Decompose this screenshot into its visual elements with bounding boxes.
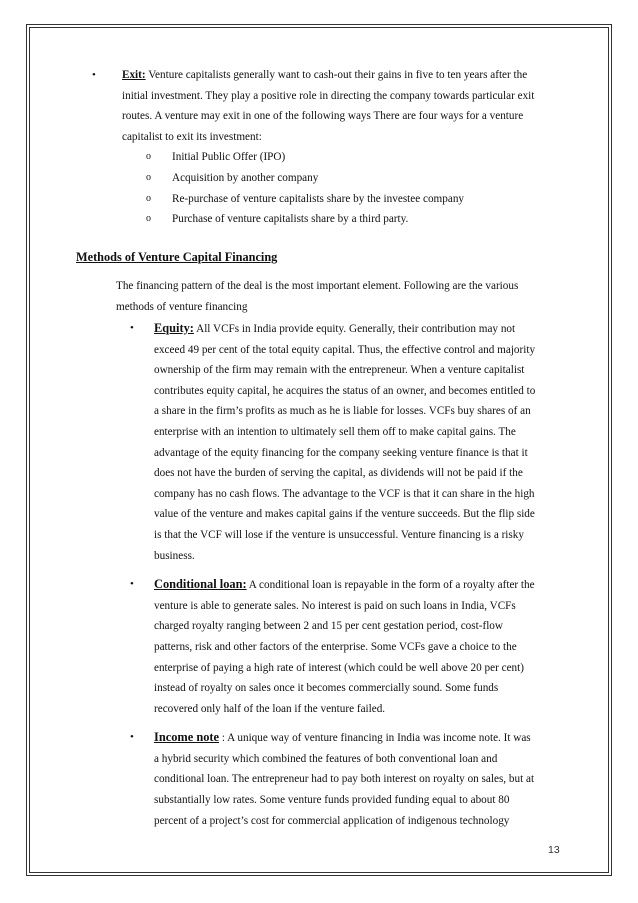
exit-sub-item <box>146 147 562 168</box>
bullet-icon: • <box>92 69 96 81</box>
method-line: advantage of the equity financing for the company seeking venture finance is that it <box>154 446 528 459</box>
method-line: instead of royalty on sales once it becomes commercially sound. Some funds <box>154 682 499 695</box>
page-number: 13 <box>548 844 560 856</box>
method-item-conditional-loan <box>130 574 564 719</box>
method-line: business. <box>154 549 195 562</box>
method-line: exceed 49 per cent of the total equity capital. Thus, the effective control and majority <box>154 343 536 356</box>
intro-line-2: methods of venture financing <box>116 300 248 313</box>
method-line: patterns, risk and other factors of the enterprise. Some VCFs gave a choice to the <box>154 640 517 653</box>
method-line: company has no cash flows. The advantage to the VCF is that it can share in the high <box>154 487 535 500</box>
method-item-income-note <box>130 727 564 831</box>
bullet-icon: • <box>130 322 134 334</box>
exit-title: Exit: <box>122 69 146 81</box>
method-item-equity <box>130 318 564 566</box>
exit-sub-item <box>146 189 562 210</box>
method-title-equity: Equity: <box>154 321 194 335</box>
method-line: value of the venture and makes capital gains if the venture succeeds. But the flip side <box>154 508 535 521</box>
method-line: enterprise with an intention to ultimately sell them off to make capital gains. The <box>154 425 516 438</box>
method-line: : A unique way of venture financing in India was income note. It was <box>219 732 531 745</box>
method-title-conditional-loan: Conditional loan: <box>154 577 247 592</box>
exit-line-2: initial investment. They play a positive role in directing the company towards particular exit <box>122 89 535 102</box>
method-line: recovered only half of the loan if the venture failed. <box>154 702 386 715</box>
exit-sub-item <box>146 168 562 189</box>
circle-bullet-icon: o <box>146 213 151 225</box>
method-line: is that the VCF will lose if the venture is unsuccessful. Venture financing is a risky <box>154 528 524 541</box>
circle-bullet-icon: o <box>146 192 151 204</box>
circle-bullet-icon: o <box>146 151 151 163</box>
method-line: a hybrid security which combined the features of both conventional loan and <box>154 752 498 765</box>
method-line: conditional loan. The entrepreneur had to pay both interest on royalty on sales, but at <box>154 773 535 786</box>
intro-paragraph <box>116 276 556 317</box>
exit-sub-list <box>122 147 562 229</box>
method-line: does not have the burden of serving the capital, as dividends will not be paid if the <box>154 467 523 480</box>
exit-sub-item-text: Acquisition by another company <box>172 171 319 184</box>
exit-bullet-item <box>92 65 562 230</box>
exit-sub-item <box>146 209 562 230</box>
method-line: substantially low rates. Some venture funds provided funding equal to about 80 <box>154 794 510 807</box>
exit-sub-item-text: Re-purchase of venture capitalists share by the investee company <box>172 192 465 205</box>
method-line: All VCFs in India provide equity. Generally, their contribution may not <box>193 323 516 335</box>
bullet-icon: • <box>130 578 134 591</box>
method-line: enterprise of paying a high rate of interest (which could be well above 20 per cent) <box>154 661 524 674</box>
method-line: ownership of the firm may remain with the entrepreneur. When a venture capitalist <box>154 364 525 377</box>
method-line: venture is able to generate sales. No interest is paid on such loans in India, VCFs <box>154 599 516 612</box>
method-line: percent of a project’s cost for commercial application of indigenous technology <box>154 814 510 827</box>
method-line: charged royalty ranging between 2 and 15 per cent gestation period, cost-flow <box>154 620 503 633</box>
exit-section <box>92 65 562 230</box>
section-heading: Methods of Venture Capital Financing <box>76 250 278 264</box>
intro-line-1: The financing pattern of the deal is the most important element. Following are the various <box>116 280 519 292</box>
method-title-income-note: Income note <box>154 730 220 745</box>
exit-line-1: Venture capitalists generally want to cash-out their gains in five to ten years after the <box>145 69 528 81</box>
exit-line-4: capitalist to exit its investment: <box>122 130 262 143</box>
method-line: A conditional loan is repayable in the form of a royalty after the <box>246 579 535 592</box>
bullet-icon: • <box>130 731 134 744</box>
method-line: a share in the firm’s profits as much as he is liable for losses. VCFs buy shares of an <box>154 405 531 418</box>
methods-list <box>130 318 564 831</box>
exit-line-3: routes. A venture may exit in one of the following ways There are four ways for a venture <box>122 110 524 123</box>
method-line: contributes equity capital, he acquires the status of an owner, and becomes entitled to <box>154 384 536 397</box>
exit-sub-item-text: Purchase of venture capitalists share by a third party. <box>172 213 409 226</box>
exit-sub-item-text: Initial Public Offer (IPO) <box>172 151 286 164</box>
circle-bullet-icon: o <box>146 171 151 183</box>
